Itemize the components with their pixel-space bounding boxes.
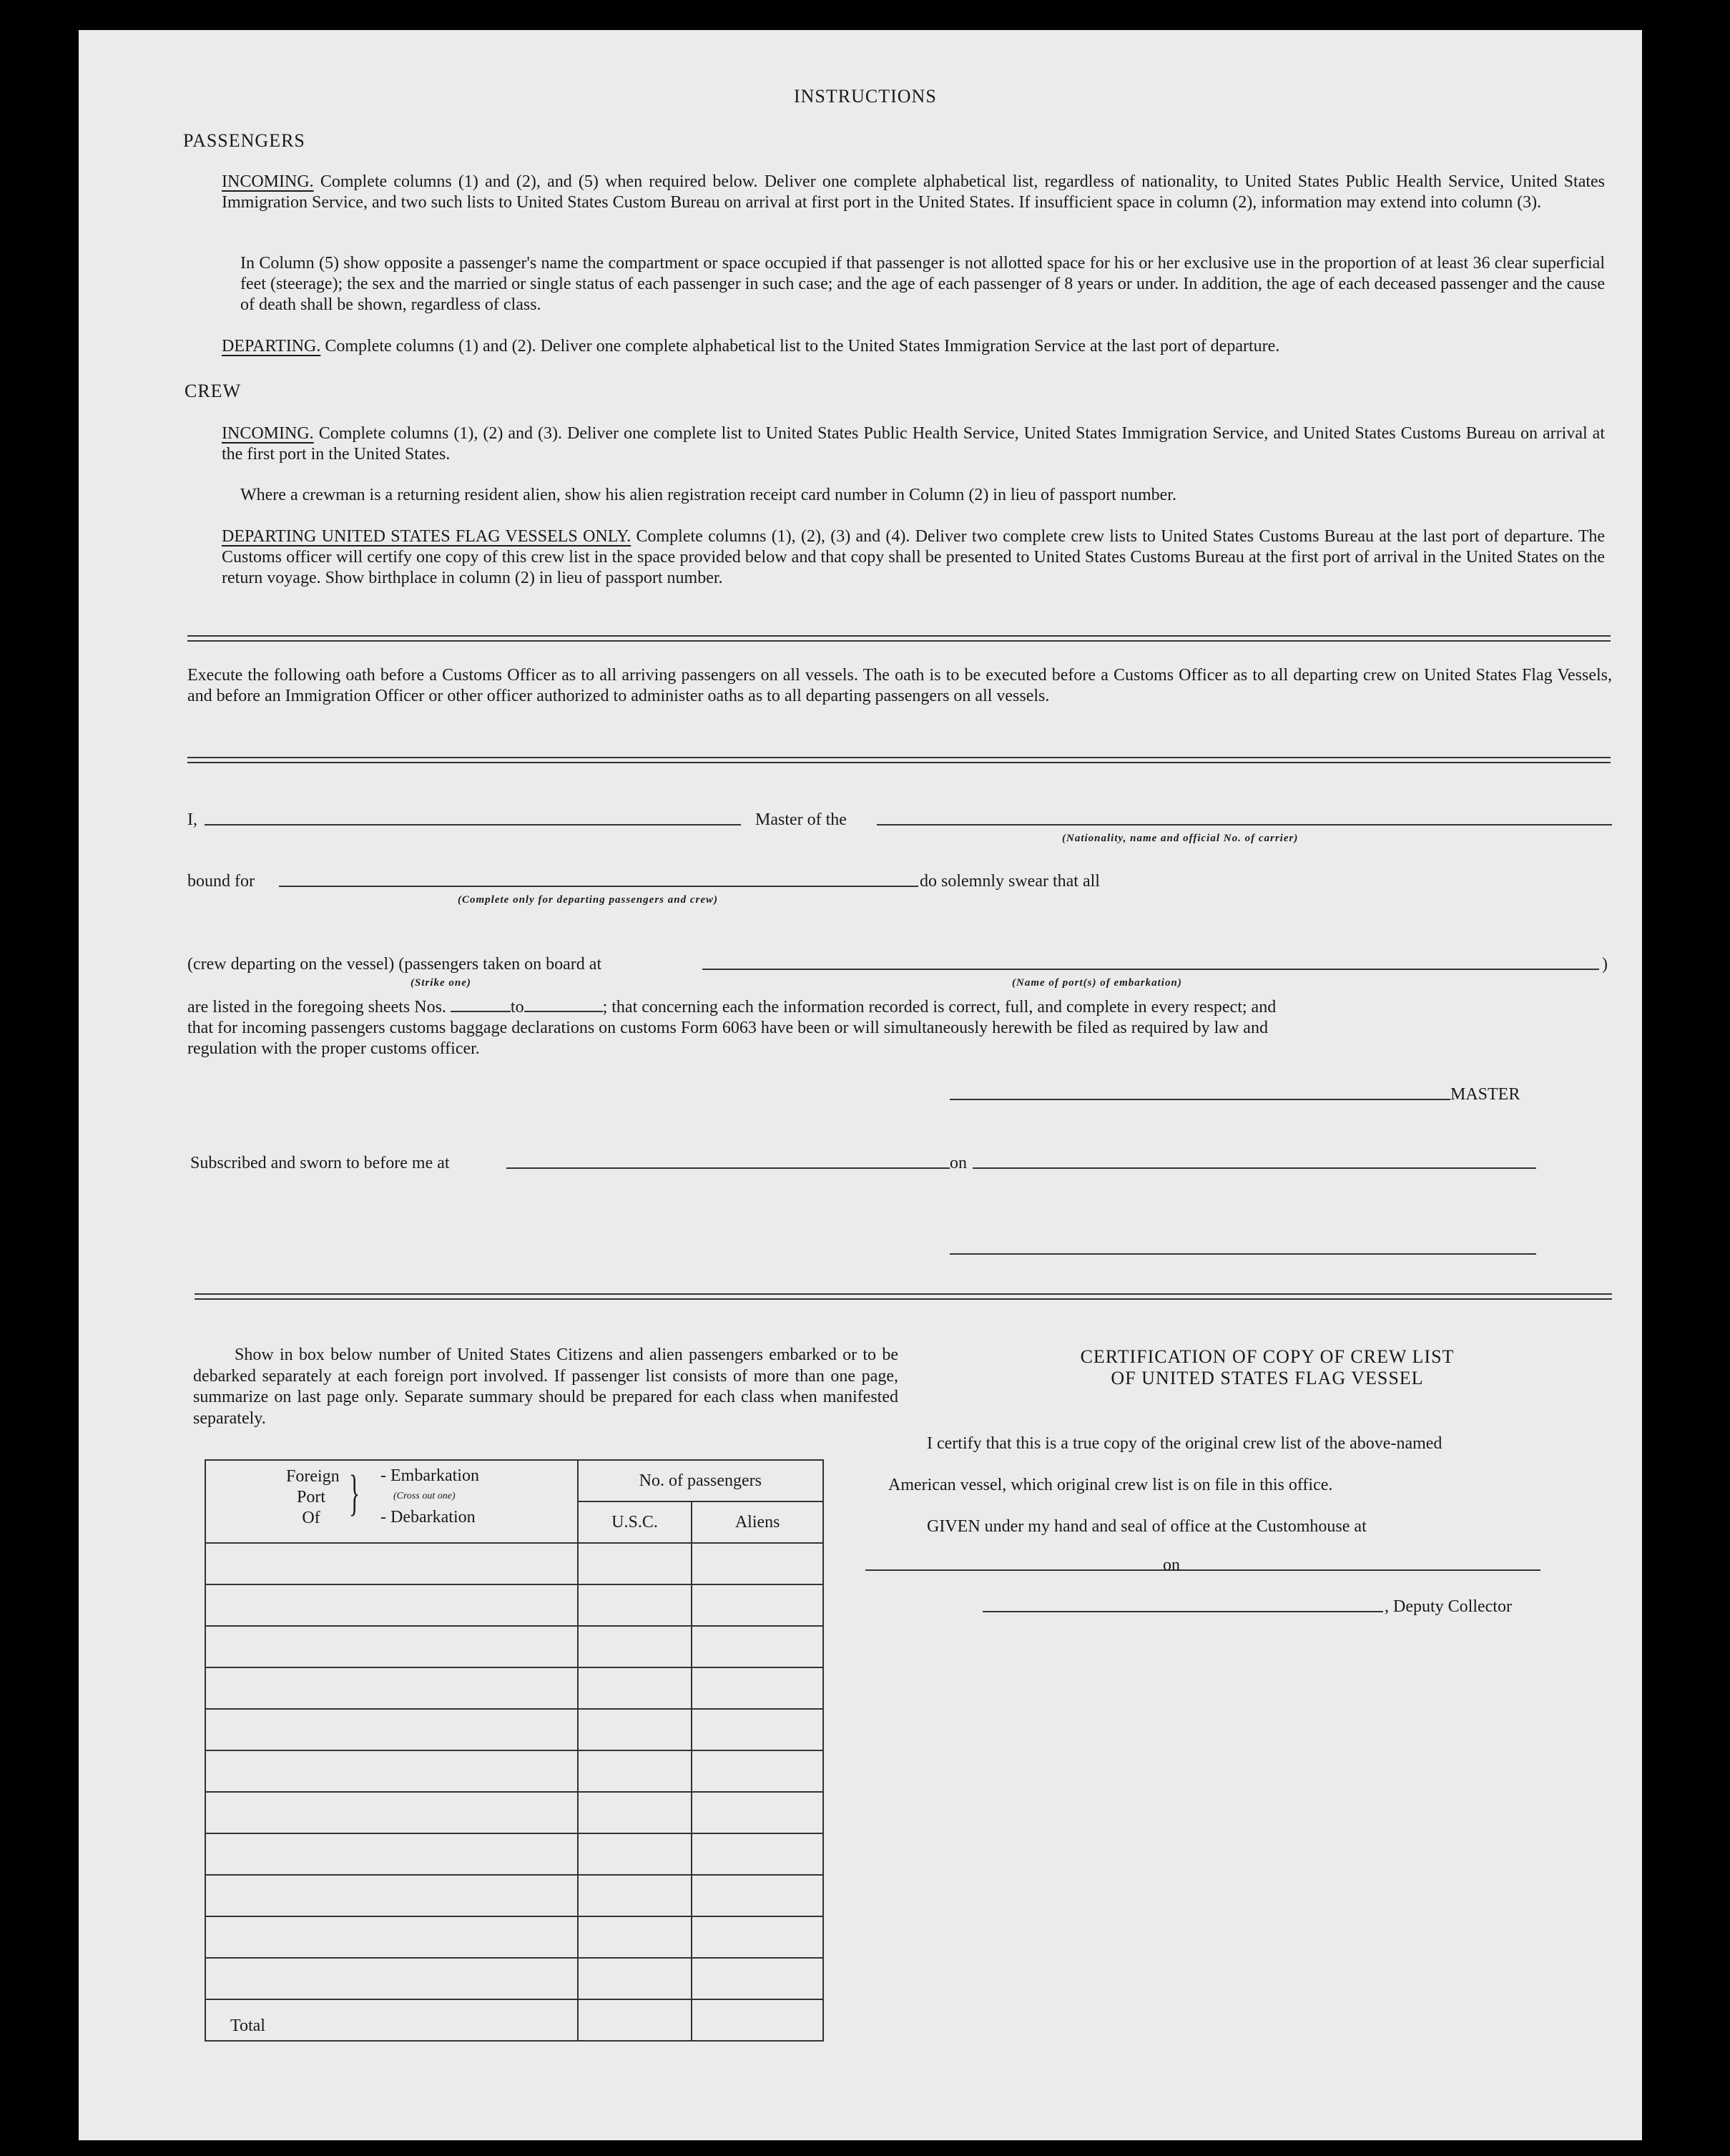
port-cell[interactable] — [205, 1543, 578, 1584]
carrier-field[interactable] — [877, 824, 1612, 825]
usc-cell[interactable] — [578, 1584, 692, 1626]
port-cell[interactable] — [205, 1584, 578, 1626]
ports-caption: (Name of port(s) of embarkation) — [1012, 977, 1182, 989]
debarkation-label: - Debarkation — [380, 1508, 476, 1527]
usc-cell[interactable] — [578, 1792, 692, 1833]
swear-label: do solemnly swear that all — [920, 872, 1100, 891]
certify-line2: American vessel, which original crew list is on file in this office. — [888, 1476, 1333, 1494]
foreign-port-header — [205, 1460, 578, 1543]
usc-header: U.S.C. — [578, 1501, 692, 1543]
sheet-to-field[interactable] — [524, 1011, 603, 1012]
master-signature-field[interactable] — [950, 1099, 1450, 1100]
passengers-departing-label: DEPARTING. — [222, 337, 321, 356]
listed-line1 — [187, 997, 1612, 1018]
aliens-cell[interactable] — [692, 1958, 823, 1999]
complete-only-caption: (Complete only for departing passengers and crew) — [458, 894, 718, 906]
aliens-cell[interactable] — [692, 1584, 823, 1626]
deputy-signature-field[interactable] — [983, 1611, 1383, 1612]
aliens-cell[interactable] — [692, 1543, 823, 1584]
crew-departing-label: DEPARTING UNITED STATES FLAG VESSELS ONLY. — [222, 527, 631, 546]
lower-divider — [195, 1293, 1612, 1300]
usc-cell[interactable] — [578, 1916, 692, 1958]
passengers-incoming-label: INCOMING. — [222, 172, 314, 191]
total-label: Total — [205, 1999, 578, 2041]
usc-cell[interactable] — [578, 1750, 692, 1792]
subscribed-place-field[interactable] — [506, 1167, 950, 1169]
usc-cell[interactable] — [578, 1667, 692, 1709]
crew-incoming-label: INCOMING. — [222, 424, 314, 443]
bound-for-label: bound for — [187, 872, 255, 891]
aliens-cell[interactable] — [692, 1750, 823, 1792]
port-cell[interactable] — [205, 1626, 578, 1667]
ports-field[interactable] — [702, 969, 1599, 970]
certification-title — [996, 1346, 1539, 1389]
port-cell[interactable] — [205, 1958, 578, 1999]
port-cell[interactable] — [205, 1709, 578, 1750]
aliens-cell[interactable] — [692, 1792, 823, 1833]
certification-title-line2: OF UNITED STATES FLAG VESSEL — [1111, 1368, 1424, 1388]
passengers-heading: PASSENGERS — [183, 130, 305, 151]
aliens-cell[interactable] — [692, 1667, 823, 1709]
crew-departing-text: Complete columns (1), (2), (3) and (4). Deliver two complete crew lists to United States Customs Bureau at the last port of departure. The Customs officer will certify one copy of this crew list in the space provided below and that copy shall be presented to United States Customs Bureau at the first port of arrival in the United States on the return voyage. Show birthplace in column (2) in lieu of passport number. — [222, 527, 1606, 587]
passengers-column5-paragraph: In Column (5) show opposite a passenger's name the compartment or space occupied if that passenger is not allotted space for his or her exclusive use in the proportion of at least 36 clear superficial feet (steerage); the sex and the married or single status of each passenger in such case; and the age of each passenger of 8 years or under. In addition, the age of each deceased passenger and the cause of death shall be shown, regardless of class. — [240, 254, 1605, 314]
passengers-departing-paragraph — [222, 336, 1605, 357]
passengers-incoming-paragraph — [222, 172, 1605, 213]
foreign-label: Foreign — [286, 1467, 340, 1486]
subscribed-on-label: on — [950, 1154, 967, 1172]
section-divider — [187, 635, 1611, 642]
listed-prefix: are listed in the foregoing sheets Nos. — [187, 998, 446, 1016]
cross-out-caption: (Cross out one) — [393, 1491, 456, 1501]
summary-row — [205, 1792, 823, 1833]
instructions-title: INSTRUCTIONS — [794, 86, 937, 107]
subscribed-date-field[interactable] — [973, 1167, 1536, 1169]
master-name-field[interactable] — [205, 824, 741, 825]
summary-body — [205, 1543, 823, 1999]
sheet-from-field[interactable] — [451, 1011, 511, 1012]
oath-i-label: I, — [187, 810, 197, 829]
port-cell[interactable] — [205, 1792, 578, 1833]
aliens-cell[interactable] — [692, 1833, 823, 1875]
embarkation-label: - Embarkation — [380, 1466, 479, 1485]
aliens-cell[interactable] — [692, 1709, 823, 1750]
to-label: to — [510, 998, 524, 1016]
certify-line1: I certify that this is a true copy of the original crew list of the above-named — [927, 1434, 1443, 1453]
summary-row — [205, 1750, 823, 1792]
aliens-cell[interactable] — [692, 1875, 823, 1916]
summary-row — [205, 1916, 823, 1958]
listed-line2: that for incoming passengers customs baggage declarations on customs Form 6063 have been or will simultaneously herewith be filed as required by law and — [187, 1019, 1268, 1037]
aliens-cell[interactable] — [692, 1626, 823, 1667]
deputy-collector-label: , Deputy Collector — [1385, 1597, 1512, 1616]
summary-row — [205, 1584, 823, 1626]
crew-departing-label: (crew departing on the vessel) (passengers taken on board at — [187, 955, 602, 974]
summary-row — [205, 1667, 823, 1709]
port-cell[interactable] — [205, 1667, 578, 1709]
summary-row — [205, 1709, 823, 1750]
summary-row — [205, 1875, 823, 1916]
passengers-incoming-text: Complete columns (1) and (2), and (5) when required below. Deliver one complete alphabetical list, regardless of nationality, to United States Public Health Service, United States Immigration Service, and two such lists to United States Custom Bureau on arrival at first port in the United States. If insufficient space in column (2), information may extend into column (3). — [222, 172, 1606, 212]
usc-cell[interactable] — [578, 1709, 692, 1750]
summary-row — [205, 1833, 823, 1875]
passengers-departing-text: Complete columns (1) and (2). Deliver one complete alphabetical list to the United States Immigration Service at the last port of departure. — [325, 337, 1280, 356]
listed-suffix: ; that concerning each the information recorded is correct, full, and complete in every respect; and — [602, 998, 1277, 1016]
oath-divider — [187, 757, 1611, 763]
crew-departing-paragraph — [222, 526, 1605, 589]
summary-row — [205, 1543, 823, 1584]
crew-incoming-paragraph — [222, 423, 1605, 465]
summary-row — [205, 1626, 823, 1667]
nationality-caption: (Nationality, name and official No. of carrier) — [1062, 833, 1299, 844]
given-line: GIVEN under my hand and seal of office at the Customhouse at — [927, 1517, 1367, 1536]
port-label: Port — [296, 1488, 325, 1506]
usc-cell[interactable] — [578, 1958, 692, 1999]
aliens-header: Aliens — [692, 1501, 823, 1543]
total-aliens-cell[interactable] — [692, 1999, 823, 2041]
usc-cell[interactable] — [578, 1543, 692, 1584]
master-label: MASTER — [1450, 1085, 1520, 1104]
oath-intro: Execute the following oath before a Customs Officer as to all arriving passengers on all vessels. The oath is to be executed before a Customs Officer as to all departing crew on United States Flag Vessels, and before an Immigration Officer or other officer authorized to administer oaths as to all departing passengers on all vessels. — [187, 666, 1612, 705]
brace-icon: } — [349, 1466, 360, 1521]
port-cell[interactable] — [205, 1750, 578, 1792]
aliens-cell[interactable] — [692, 1916, 823, 1958]
strike-caption: (Strike one) — [411, 977, 471, 989]
listed-line3: regulation with the proper customs officer. — [187, 1039, 480, 1058]
port-cell[interactable] — [205, 1916, 578, 1958]
subscribed-label: Subscribed and sworn to before me at — [190, 1154, 450, 1172]
certification-date-field[interactable] — [1184, 1569, 1540, 1571]
total-usc-cell[interactable] — [578, 1999, 692, 2041]
summary-row — [205, 1958, 823, 1999]
crew-heading: CREW — [185, 381, 242, 401]
crew-resident-paragraph: Where a crewman is a returning resident alien, show his alien registration receipt card number in Column (2) in lieu of passport number. — [240, 486, 1176, 504]
close-paren: ) — [1602, 955, 1608, 974]
certification-on-label: on — [1163, 1556, 1180, 1574]
form-sheet — [79, 30, 1642, 2140]
usc-cell[interactable] — [578, 1626, 692, 1667]
passenger-summary-table — [205, 1459, 824, 2042]
usc-cell[interactable] — [578, 1833, 692, 1875]
certification-title-line1: CERTIFICATION OF COPY OF CREW LIST — [1080, 1346, 1455, 1367]
summary-instructions: Show in box below number of United States Citizens and alien passengers embarked or to be debarked separately at each foreign port involved. If passenger list consists of more than one page, summarize on last page only. Separate summary should be prepared for each class when manifested separately. — [193, 1346, 898, 1428]
bound-for-field[interactable] — [279, 886, 918, 887]
officer-signature-field[interactable] — [950, 1253, 1536, 1255]
master-of-label: Master of the — [755, 810, 847, 829]
port-cell[interactable] — [205, 1875, 578, 1916]
crew-incoming-text: Complete columns (1), (2) and (3). Deliver one complete list to United States Public Health Service, United States Immigration Service, and United States Customs Bureau on arrival at the first port in the United States. — [222, 424, 1605, 464]
of-label: Of — [302, 1509, 320, 1527]
no-passengers-header: No. of passengers — [578, 1460, 823, 1501]
usc-cell[interactable] — [578, 1875, 692, 1916]
port-cell[interactable] — [205, 1833, 578, 1875]
